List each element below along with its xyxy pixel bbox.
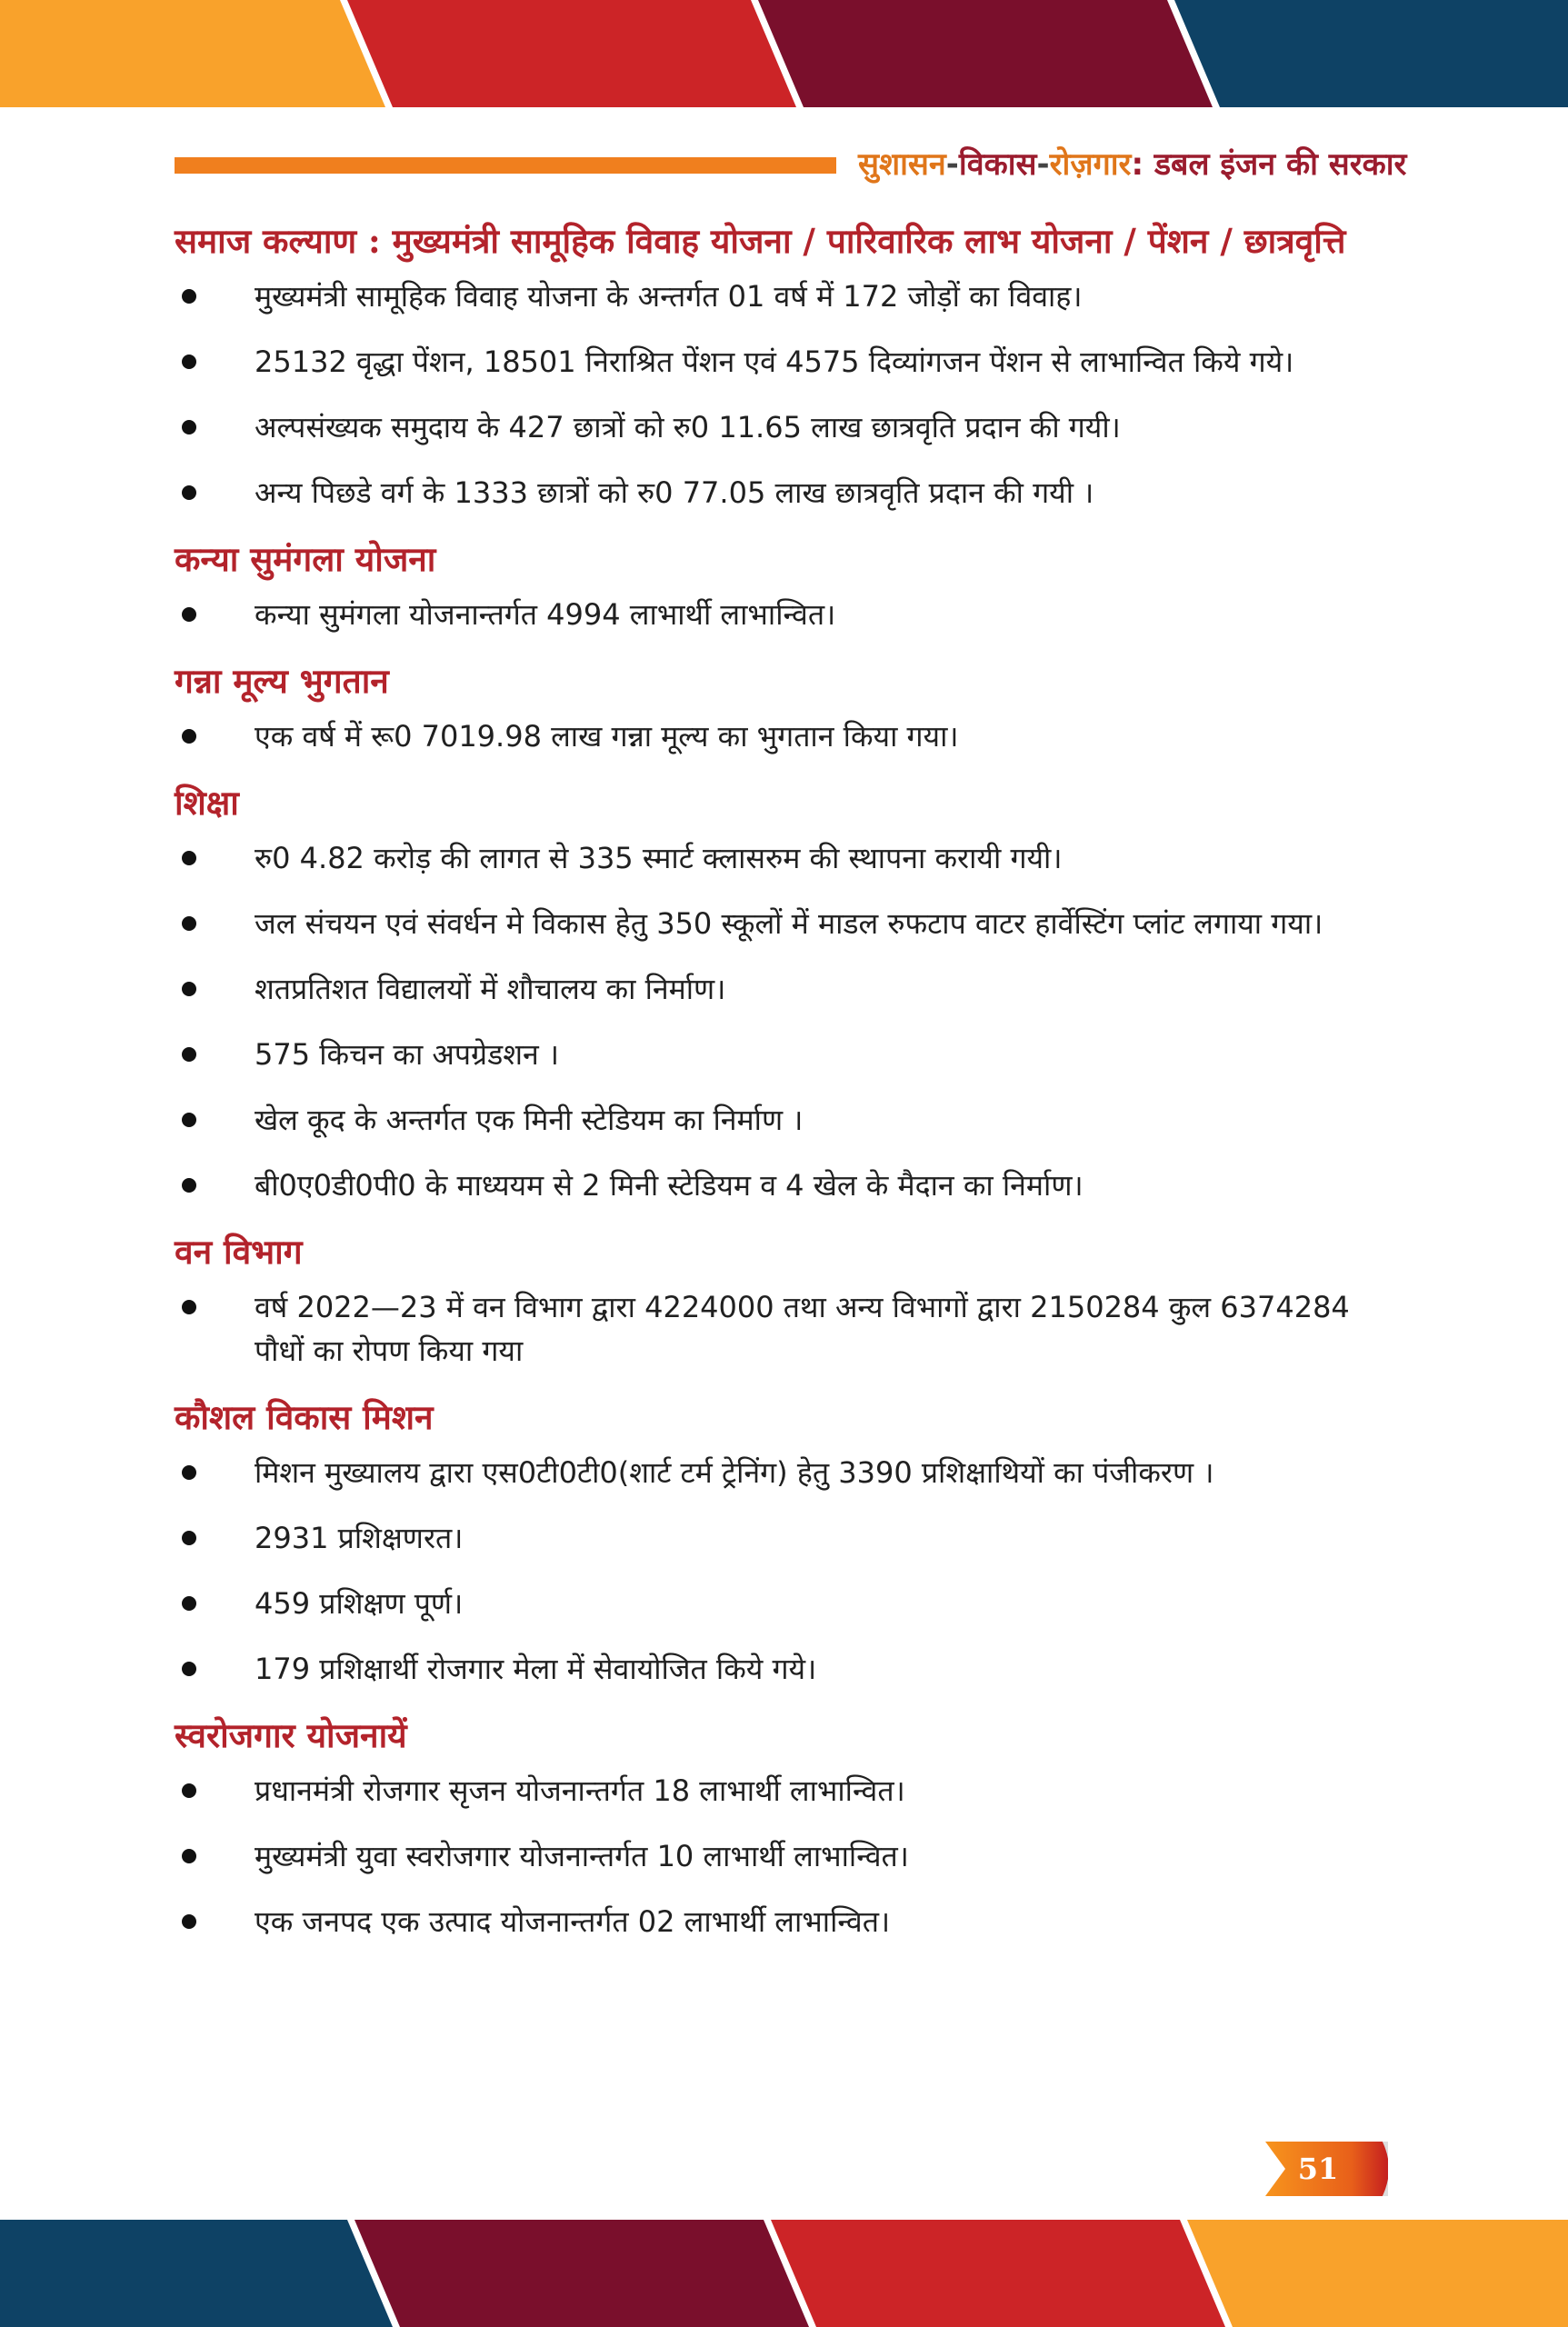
section-heading: कौशल विकास मिशन [175, 1397, 434, 1437]
bullet-list [175, 1769, 1397, 1943]
bullet-icon [182, 1113, 196, 1127]
section-heading: शिक्षा [175, 783, 239, 823]
list-item [175, 1451, 1397, 1494]
bullet-list [175, 714, 1397, 758]
list-item [175, 471, 1397, 514]
list-item [175, 1647, 1397, 1691]
list-item [175, 902, 1397, 945]
bullet-icon [182, 1178, 196, 1193]
header-title-part-vikas: विकास [958, 146, 1037, 183]
list-item [175, 836, 1397, 880]
section-heading: समाज कल्याण : मुख्यमंत्री सामूहिक विवाह योजना / पारिवारिक लाभ योजना / पेंशन / छात्रवृत्ति [175, 221, 1346, 261]
bullet-list [175, 1285, 1397, 1373]
bullet-icon [182, 1300, 196, 1314]
top-color-band [0, 0, 1568, 107]
bullet-icon [182, 729, 196, 744]
bullet-icon [182, 420, 196, 434]
section-heading: स्वरोजगार योजनायें [175, 1715, 407, 1755]
list-item-text: 25132 वृद्धा पेंशन, 18501 निराश्रित पेंशन एवं 4575 दिव्यांगजन पेंशन से लाभान्वित किये गये। [255, 345, 1294, 379]
list-item-text: जल संचयन एवं संवर्धन मे विकास हेतु 350 स्कूलों में माडल रुफटाप वाटर हार्वेस्टिंग प्लांट लगाया गया। [255, 906, 1323, 941]
section-swarozgar [175, 1713, 1397, 1943]
list-item-text: शतप्रतिशत विद्यालयों में शौचालय का निर्माण। [255, 972, 726, 1006]
list-item [175, 1769, 1397, 1813]
bullet-icon [182, 1465, 196, 1480]
bullet-icon [182, 1047, 196, 1062]
list-item-text: अन्य पिछडे वर्ग के 1333 छात्रों को रु0 77.05 लाख छात्रवृति प्रदान की गयी । [255, 475, 1094, 510]
section-heading: गन्ना मूल्य भुगतान [175, 661, 389, 701]
bullet-icon [182, 485, 196, 500]
page-content [175, 218, 1397, 1965]
list-item [175, 714, 1397, 758]
list-item-text: मुख्यमंत्री सामूहिक विवाह योजना के अन्तर्गत 01 वर्ष में 172 जोड़ों का विवाह। [255, 279, 1083, 314]
list-item-text: खेल कूद के अन्तर्गत एक मिनी स्टेडियम का निर्माण । [255, 1103, 804, 1137]
section-kaushal-vikas [175, 1394, 1397, 1691]
list-item [175, 1164, 1397, 1207]
list-item-text: वर्ष 2022—23 में वन विभाग द्वारा 4224000 तथा अन्य विभागों द्वारा 2150284 कुल 6374284 पौधों का रोपण किया गया [255, 1290, 1350, 1368]
page-number-tab [1265, 2142, 1388, 2196]
bullet-list [175, 275, 1397, 514]
list-item [175, 1285, 1397, 1373]
list-item-text: 575 किचन का अपग्रेडशन । [255, 1037, 560, 1072]
section-ganna-mulya [175, 658, 1397, 758]
section-heading: वन विभाग [175, 1232, 303, 1272]
bullet-icon [182, 289, 196, 304]
section-kanya-sumangala [175, 536, 1397, 636]
list-item-text: एक जनपद एक उत्पाद योजनान्तर्गत 02 लाभार्थी लाभान्वित। [255, 1904, 891, 1939]
list-item-text: बी0ए0डी0पी0 के माध्ययम से 2 मिनी स्टेडियम व 4 खेल के मैदान का निर्माण। [255, 1168, 1084, 1203]
list-item-text: एक वर्ष में रू0 7019.98 लाख गन्ना मूल्य का भुगतान किया गया। [255, 719, 959, 754]
list-item [175, 967, 1397, 1011]
header-title: सुशासन-विकास-रोज़गार: डबल इंजन की सरकार [858, 146, 1407, 183]
list-item [175, 1516, 1397, 1560]
bullet-icon [182, 355, 196, 369]
bullet-icon [182, 916, 196, 931]
bullet-list [175, 836, 1397, 1207]
section-samaj-kalyan [175, 218, 1397, 514]
bullet-icon [182, 982, 196, 996]
bullet-icon [182, 1596, 196, 1611]
bullet-icon [182, 607, 196, 622]
bullet-icon [182, 1914, 196, 1929]
bottom-color-band [0, 2220, 1568, 2327]
page-number: 51 [1297, 2152, 1339, 2186]
bullet-icon [182, 1849, 196, 1863]
section-shiksha [175, 780, 1397, 1207]
header-title-part-double-engine: : डबल इंजन की सरकार [1131, 146, 1407, 183]
header-title-part-sushasan: सुशासन [858, 146, 946, 183]
list-item-text: 179 प्रशिक्षार्थी रोजगार मेला में सेवायोजित किये गये। [255, 1652, 817, 1686]
list-item-text: मिशन मुख्यालय द्वारा एस0टी0टी0(शार्ट टर्म ट्रेनिंग) हेतु 3390 प्रशिक्षाथियों का पंजीकरण । [255, 1455, 1214, 1490]
list-item [175, 340, 1397, 384]
bullet-list [175, 1451, 1397, 1691]
list-item [175, 405, 1397, 449]
list-item [175, 1582, 1397, 1625]
list-item [175, 1098, 1397, 1142]
list-item [175, 593, 1397, 636]
list-item-text: प्रधानमंत्री रोजगार सृजन योजनान्तर्गत 18 लाभार्थी लाभान्वित। [255, 1773, 905, 1808]
list-item-text: रु0 4.82 करोड़ की लागत से 335 स्मार्ट क्लासरुम की स्थापना करायी गयी। [255, 841, 1063, 875]
list-item [175, 1900, 1397, 1943]
list-item [175, 1033, 1397, 1076]
header-title-part-rozgar: रोज़गार [1049, 146, 1132, 183]
list-item-text: मुख्यमंत्री युवा स्वरोजगार योजनान्तर्गत 10 लाभार्थी लाभान्वित। [255, 1839, 909, 1873]
section-van-vibhag [175, 1229, 1397, 1373]
bullet-icon [182, 1662, 196, 1676]
bullet-list [175, 593, 1397, 636]
bullet-icon [182, 851, 196, 865]
list-item [175, 275, 1397, 318]
list-item-text: 2931 प्रशिक्षणरत। [255, 1521, 464, 1555]
bullet-icon [182, 1783, 196, 1798]
bullet-icon [182, 1531, 196, 1545]
list-item-text: अल्पसंख्यक समुदाय के 427 छात्रों को रु0 11.65 लाख छात्रवृति प्रदान की गयी। [255, 410, 1121, 444]
section-heading: कन्या सुमंगला योजना [175, 539, 436, 579]
list-item-text: कन्या सुमंगला योजनान्तर्गत 4994 लाभार्थी लाभान्वित। [255, 597, 836, 632]
header-accent-bar [175, 157, 836, 174]
list-item-text: 459 प्रशिक्षण पूर्ण। [255, 1586, 464, 1621]
list-item [175, 1834, 1397, 1878]
